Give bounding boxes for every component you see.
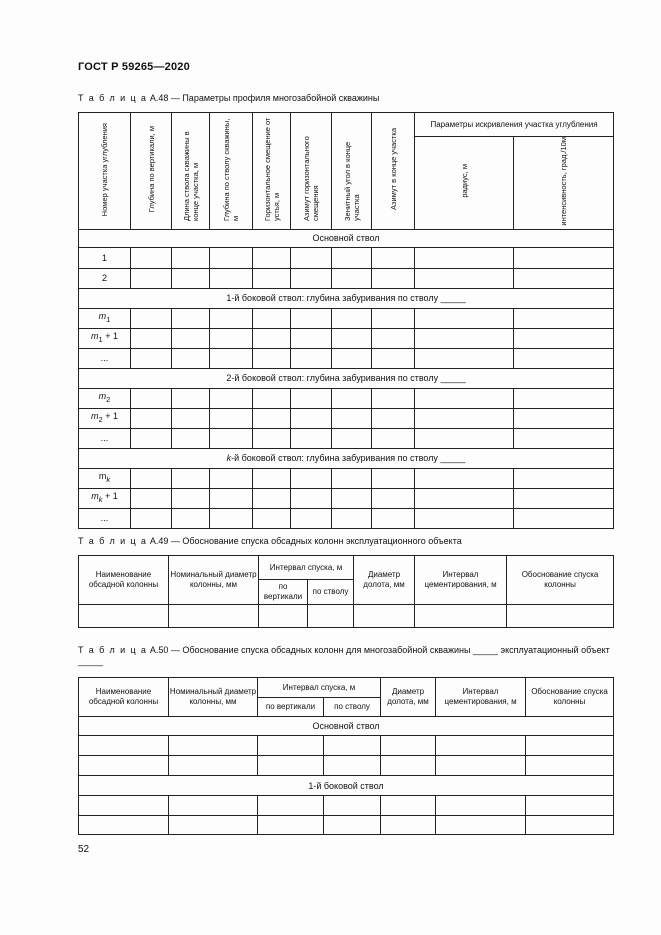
header-cell: Диаметр долота, мм: [381, 678, 436, 717]
row-number: ...: [79, 428, 131, 448]
header-cell: Обоснование спуска колонны: [507, 556, 614, 605]
row-number: 1: [79, 247, 131, 268]
table49-label: Т а б л и ц а: [78, 536, 148, 546]
header-cell: Горизонтальное смещение от устья, м: [253, 113, 291, 230]
table48-title: А.48 — Параметры профиля многозабойной скважины: [149, 93, 380, 103]
table50-caption: [78, 645, 615, 667]
header-cell: Наименование обсадной колонны: [79, 678, 169, 717]
row-number: $m_2$: [79, 388, 131, 408]
table50-title: А.50 — Обоснование спуска обсадных колонн для многозабойной скважины _____ эксплуатационный объект _____: [78, 645, 610, 666]
header-cell: Длина ствола скважины в конце участка, м: [172, 113, 210, 230]
header-cell: Интервал цементирования, м: [436, 678, 526, 717]
header-cell: по вертикали: [258, 698, 324, 717]
section-row: k-й боковой ствол: глубина забуривания по стволу _____: [79, 448, 614, 468]
header-cell: Интервал спуска, м: [259, 556, 354, 580]
table-a50: [78, 677, 614, 835]
header-cell: Глубина по стволу скважины, м: [210, 113, 253, 230]
row-number: 2: [79, 268, 131, 288]
header-cell: по стволу: [308, 580, 354, 605]
section-row: 1-й боковой ствол: глубина забуривания по стволу _____: [79, 288, 614, 308]
header-cell: интенсивность, град./10м: [514, 137, 614, 230]
header-cell: по вертикали: [259, 580, 308, 605]
row-number: ...: [79, 508, 131, 528]
row-number: ...: [79, 348, 131, 368]
header-cell: Азимут в конце участка: [372, 113, 415, 230]
document-header: ГОСТ Р 59265—2020: [78, 61, 190, 73]
group-header-cell: Параметры искривления участка углубления: [415, 113, 614, 137]
header-cell: Номер участка углубления: [79, 113, 131, 230]
section-row: Основной ствол: [79, 229, 614, 247]
table48-label: Т а б л и ц а: [78, 93, 148, 103]
row-number: $m_1 + 1$: [79, 328, 131, 348]
page-number: 52: [78, 844, 90, 855]
header-cell: Обоснование спуска колонны: [526, 678, 614, 717]
table-a48: [78, 112, 614, 529]
row-number: $m_1$: [79, 308, 131, 328]
header-cell: Номинальный диаметр колонны, мм: [169, 678, 258, 717]
row-number: $m_k$: [79, 468, 131, 488]
header-cell: Интервал спуска, м: [258, 678, 381, 698]
table49-caption: [78, 536, 462, 547]
header-cell: радиус, м: [415, 137, 514, 230]
section-row: Основной ствол: [79, 717, 614, 736]
table48-caption: [78, 93, 379, 104]
row-number: $m_k + 1$: [79, 488, 131, 508]
table50-label: Т а б л и ц а: [78, 645, 148, 655]
header-cell: Зенитный угол в конце участка: [332, 113, 372, 230]
header-cell: по стволу: [324, 698, 381, 717]
header-cell: Диаметр долота, мм: [354, 556, 415, 605]
table-a49: [78, 555, 614, 628]
section-row: 2-й боковой ствол: глубина забуривания по стволу _____: [79, 368, 614, 388]
table49-title: А.49 — Обоснование спуска обсадных колонн эксплуатационного объекта: [149, 536, 462, 546]
header-cell: Номинальный диаметр колонны, мм: [169, 556, 259, 605]
header-cell: Азимут горизонтального смещения: [291, 113, 332, 230]
section-row: 1-й боковой ствол: [79, 776, 614, 796]
header-cell: Наименование обсадной колонны: [79, 556, 169, 605]
header-cell: Интервал цементирования, м: [415, 556, 507, 605]
header-cell: Глубина по вертикали, м: [131, 113, 172, 230]
row-number: $m_2 + 1$: [79, 408, 131, 428]
